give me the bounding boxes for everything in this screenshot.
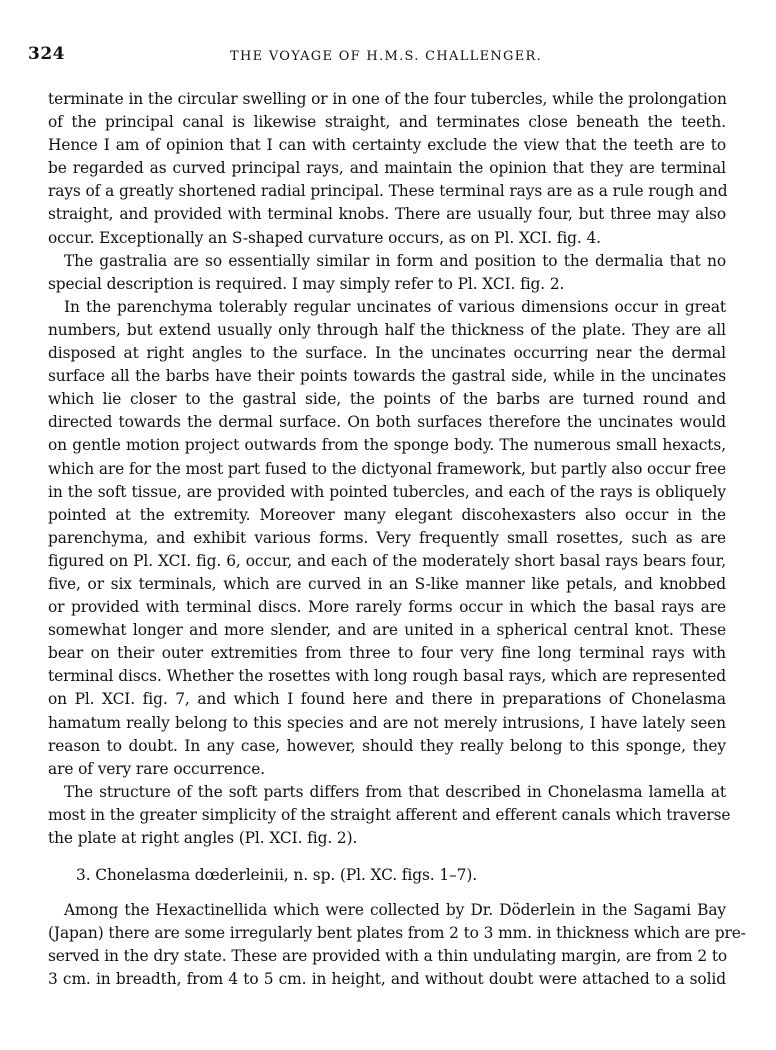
text-line: straight, and provided with terminal knobs. There are usually four, but three may also	[48, 205, 726, 224]
text-line: The structure of the soft parts differs from that described in Chonelasma lamella at	[64, 782, 726, 801]
text-line: on Pl. XCI. fig. 7, and which I found here and there in preparations of Chonelasma	[48, 690, 726, 709]
paragraph	[48, 781, 731, 850]
page-number: 324	[28, 44, 65, 64]
text-line: reason to doubt. In any case, however, should they really belong to this sponge, they	[48, 736, 726, 755]
text-line: disposed at right angles to the surface. In the uncinates occurring near the dermal	[48, 344, 726, 363]
section-paragraph	[48, 899, 746, 991]
text-line: somewhat longer and more slender, and are united in a spherical central knot. These	[48, 621, 726, 640]
text-line: most in the greater simplicity of the straight afferent and efferent canals which traverse	[48, 805, 731, 824]
running-title: THE VOYAGE OF H.M.S. CHALLENGER.	[230, 49, 543, 64]
text-line: rays of a greatly shortened radial principal. These terminal rays are as a rule rough and	[48, 182, 728, 201]
text-line: which lie closer to the gastral side, the points of the barbs are turned round and	[48, 390, 726, 409]
text-line: or provided with terminal discs. More rarely forms occur in which the basal rays are	[48, 598, 726, 617]
text-line: The gastralia are so essentially similar in form and position to the dermalia that no	[64, 251, 726, 270]
text-line: which are for the most part fused to the dictyonal framework, but partly also occur free	[48, 459, 726, 478]
text-line: In the parenchyma tolerably regular uncinates of various dimensions occur in great	[64, 297, 726, 316]
text-line: the plate at right angles (Pl. XCI. fig. 2).	[48, 829, 358, 847]
text-line: bear on their outer extremities from three to four very fine long terminal rays with	[48, 644, 726, 663]
paragraph	[48, 88, 726, 250]
paragraphs	[48, 88, 731, 850]
text-line: on gentle motion project outwards from the sponge body. The numerous small hexacts,	[48, 436, 726, 455]
paragraph	[48, 296, 726, 781]
body-text	[48, 88, 746, 992]
text-line: (Japan) there are some irregularly bent plates from 2 to 3 mm. in thickness which are pre-	[48, 924, 746, 943]
text-line: are of very rare occurrence.	[48, 759, 265, 778]
section-heading: 3. Chonelasma dœderleinii, n. sp. (Pl. XC. figs. 1–7).	[76, 866, 478, 885]
text-line: figured on Pl. XCI. fig. 6, occur, and each of the moderately short basal rays bears four,	[48, 551, 726, 570]
text-line: pointed at the extremity. Moreover many elegant discohexasters also occur in the	[48, 505, 726, 524]
text-line: hamatum really belong to this species and are not merely intrusions, I have lately seen	[48, 713, 726, 732]
text-line: in the soft tissue, are provided with pointed tubercles, and each of the rays is obliquely	[48, 482, 726, 501]
text-line: Among the Hexactinellida which were collected by Dr. Döderlein in the Sagami Bay	[64, 901, 726, 920]
text-line: numbers, but extend usually only through half the thickness of the plate. They are all	[48, 320, 726, 339]
paragraph	[48, 250, 726, 296]
text-line: directed towards the dermal surface. On both surfaces therefore the uncinates would	[48, 413, 726, 432]
text-line: five, or six terminals, which are curved in an S-like manner like petals, and knobbed	[48, 574, 726, 593]
text-line: parenchyma, and exhibit various forms. Very frequently small rosettes, such as are	[48, 528, 726, 547]
text-line: served in the dry state. These are provided with a thin undulating margin, are from 2 to	[48, 947, 728, 966]
paragraph	[48, 899, 746, 991]
text-line: special description is required. I may simply refer to Pl. XCI. fig. 2.	[48, 274, 565, 293]
text-line: 3 cm. in breadth, from 4 to 5 cm. in height, and without doubt were attached to a solid	[48, 970, 726, 989]
text-line: occur. Exceptionally an S-shaped curvature occurs, as on Pl. XCI. fig. 4.	[48, 228, 601, 247]
text-line: terminate in the circular swelling or in one of the four tubercles, while the prolongation	[48, 90, 727, 108]
text-line: of the principal canal is likewise straight, and terminates close beneath the teeth.	[48, 113, 726, 132]
text-line: be regarded as curved principal rays, and maintain the opinion that they are terminal	[48, 159, 726, 178]
text-line: surface all the barbs have their points towards the gastral side, while in the uncinates	[48, 367, 726, 386]
text-line: Hence I am of opinion that I can with certainty exclude the view that the teeth are to	[48, 136, 726, 155]
text-line: terminal discs. Whether the rosettes with long rough basal rays, which are represented	[48, 667, 726, 686]
